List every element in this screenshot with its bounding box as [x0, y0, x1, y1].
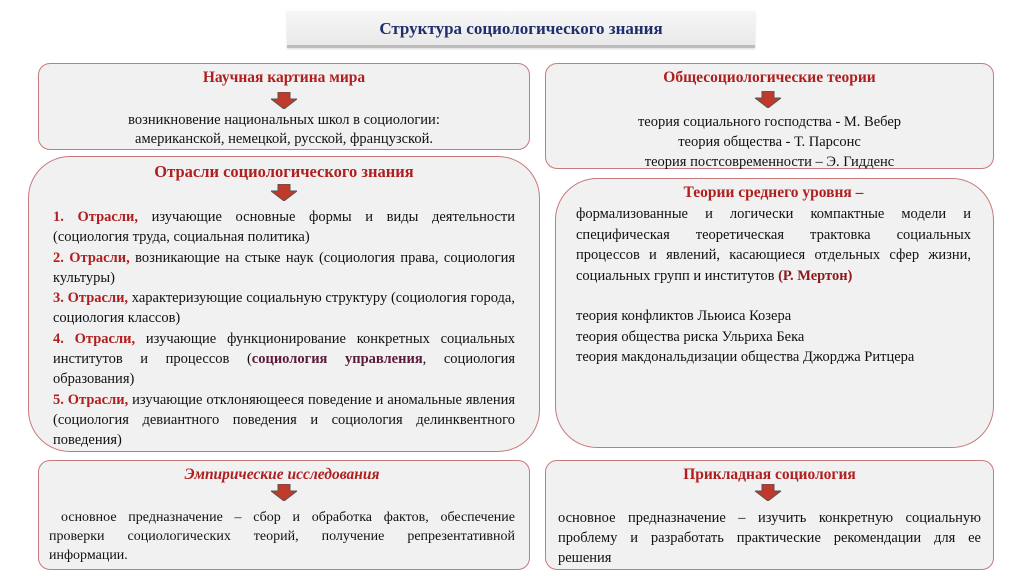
box-applied-heading: Прикладная социология: [683, 466, 856, 483]
empirical-description: основное предназначение – сбор и обработка фактов, обеспечение проверки социологических теорий, получение репрезентативной информации.: [49, 510, 515, 563]
arrow-down-icon: [271, 484, 297, 501]
box-empirical-heading: Эмпирические исследования: [184, 466, 380, 483]
box-branches-heading: Отрасли социологического знания: [154, 162, 414, 181]
worldview-line-2: американской, немецкой, русской, французской.: [135, 131, 433, 147]
general-theory-1: теория социального господства - М. Вебер: [637, 114, 902, 130]
box-middle-range-theories: [555, 178, 994, 448]
arrow-down-icon: [271, 92, 297, 109]
box-scientific-worldview-heading: Научная картина мира: [202, 69, 366, 86]
arrow-down-icon: [755, 91, 781, 108]
page-title: Структура социологического знания: [287, 11, 755, 48]
branch-item-5: 5. Отрасли, изучающие отклоняющееся поведение и аномальные явления (социология девиантного поведения и социология делинквентного поведения): [53, 391, 516, 449]
middle-range-theory-1: теория конфликтов Льюиса Козера: [576, 308, 792, 324]
branch-item-2: 2. Отрасли, возникающие на стыке наук (социология права, социология культуры): [53, 249, 516, 286]
branch-item-1: 1. Отрасли, изучающие основные формы и виды деятельности (социология труда, социальная политика): [53, 209, 515, 246]
arrow-down-icon: [755, 484, 781, 501]
branch-item-3: 3. Отрасли, характеризующие социальную структуру (социология города, социология классов): [53, 290, 515, 327]
box-middle-range-heading: Теории среднего уровня –: [683, 184, 864, 201]
box-applied-sociology: [545, 460, 994, 570]
box-empirical-research: [38, 460, 530, 570]
branch-item-4: 4. Отрасли, изучающие функционирование конкретных социальных институтов и процессов (социология управления, социология образования): [53, 330, 515, 388]
worldview-line-1: возникновение национальных школ в социологии:: [128, 112, 440, 128]
arrow-down-icon: [271, 184, 297, 201]
general-theory-2: теория общества - Т. Парсонс: [678, 134, 861, 150]
middle-range-theory-2: теория общества риска Ульриха Бека: [576, 328, 805, 345]
middle-range-theory-3: теория макдональдизации общества Джорджа Ритцера: [576, 349, 915, 365]
box-general-theories-heading: Общесоциологические теории: [663, 69, 876, 86]
box-general-theories: [545, 63, 994, 169]
merton-author: (Р. Мертон): [778, 267, 853, 284]
applied-description: основное предназначение – изучить конкретную социальную проблему и разработать практические рекомендации для ее решения: [558, 510, 981, 566]
general-theory-3: теория постсовременности – Э. Гидденс: [644, 154, 895, 170]
middle-range-description: формализованные и логически компактные модели и специфическая теоретическая трактовка социальных процессов и явлений, касающиеся отдельных сфер жизни, социальных групп и институтов (Р. Мертон): [576, 206, 971, 284]
